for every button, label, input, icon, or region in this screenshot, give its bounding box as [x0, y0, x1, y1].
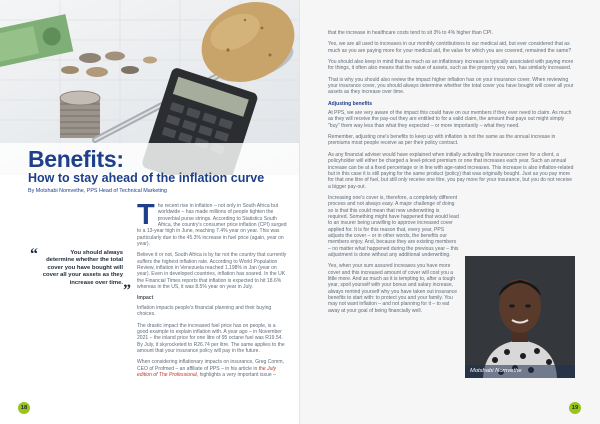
quote-close-icon: ” [123, 282, 131, 299]
pull-quote-text: You should always determine whether the total cover you have bought will cover all your assets as they increase over time. [42, 250, 123, 286]
title-block [0, 143, 300, 189]
section-heading-impact: Impact [137, 295, 154, 302]
photo-caption: Motshabi Nomvethe [465, 365, 575, 378]
paragraph: At PPS, we are very aware of the impact this could have on our members if they ever need to claim. As much as they will receive the pay-out they are entitled to for a valid claim, the amount that pays out might simply "buy" them way less than what they expected – or more importantly – what they need. [328, 110, 572, 129]
paragraph: You should also keep in mind that as much as an inflationary increase is typically associated with paying more for things, it often also means that the value of assets, such as the property you own, has similarly increased. [328, 59, 574, 72]
author-photo [465, 256, 575, 378]
page-number-left: 18 [18, 402, 30, 414]
paragraph: that the increase in healthcare costs tend to sit 3% to 4% higher than CPI. [328, 30, 493, 36]
coins [61, 52, 157, 78]
article-subtitle: How to stay ahead of the inflation curve [28, 171, 265, 185]
quote-open-icon: “ [30, 246, 38, 263]
section-heading-adjusting: Adjusting benefits [328, 100, 373, 107]
paragraph: As any financial adviser would have explained when initially activating life insurance cover for a client, a policyholder will either be charged a level-priced premium or one that increases each year. Such an annual increase can be at a fixed percentage or in line with age-rated increases. This increase is also inflation-related but in this case it is still paying for the same product (policy) that was originally bought. Just as you pay more for that one litre of fuel, but still only receive one litre, you pay more for your insurance, but you do not receive a bigger pay-out. [328, 151, 574, 190]
paragraph: Yes, we are all used to increases in our monthly contributions to our medical aid, but ever considered that as much as you are paying more for your medical aid, the value for which you are covered, remained the same? [328, 41, 572, 54]
paragraph-with-link: When considering inflationary impacts on insurance, Greg Comm, CEO of Profmed – an affiliate of PPS – in his article in the July edition of The Professional, highlights a very important issue – [137, 359, 284, 378]
paragraph: Increasing one's cover is, therefore, a completely different process and not always easy. A major challenge of doing so is that this could mean that new underwriting is required. Something might have happened that would lead to an insurer being unwilling to approve increased cover applied for. It is for this reason that, every year, PPS adjusts the cover – or in other words, the benefits our members enjoy. And, because they are existing members – no matter what happened during the previous year – this adjustment is done without any additional underwriting. [328, 194, 459, 258]
paragraph: Inflation impacts people's financial planning and their buying choices. [137, 304, 272, 318]
page-number-right: 19 [569, 402, 581, 414]
byline: By Motshabi Nomvethe, PPS Head of Technical Marketing [28, 188, 167, 194]
left-body-column [137, 199, 287, 383]
article-link[interactable]: the July edition of The Professional [137, 365, 277, 378]
drop-cap: T [137, 199, 155, 231]
paragraph: Yes, when your sum assured increases you have more cover and this increased amount of cover will cost you a little more. And as much as it is tempting to, after a tough year, spoil yourself with your bonus and salary increase, always remind yourself why you have taken out insurance benefits to start with: to protect you and your family. You may not want inflation – and not planning for it – to eat away at your goal of being financially well. [328, 263, 458, 314]
paragraph: Remember, adjusting one's benefits to keep up with inflation is not the same as the annual increase in premiums most people receive as per their policy contract. [328, 134, 556, 147]
portrait-illustration [465, 256, 575, 378]
paragraph: That is why you should also review the impact higher inflation has on your insurance cover. When reviewing your insurance cover, you should always determine whether the total cover you have bought will cover all your assets as they increase over time. [328, 76, 574, 96]
paragraph: Believe it or not, South Africa is by far not the country that currently suffers the highest inflation rate. According to World Population Review, inflation in Venezuela reached 1,198% in Jan (year on year). Even in developed countries, inflation has soared. In the UK the Financial Times reports that inflation is expected to hit 18.6% whereas in the US, it was 8.5% year on year in July. [137, 252, 287, 291]
coin-stack [60, 91, 100, 138]
intro-paragraph: The recent rise in inflation – not only in South Africa but worldwide – has made millions of people tighten the proverbial purse strings. According to Statistics South Africa, the country's consumer price inflation (CPI) surged to a 13-year high in June, reaching 7.4% year on year. This was particularly due to the 45.3% increase in fuel price (again, year on year). [137, 199, 287, 248]
paragraph: The drastic impact the increased fuel price has on people, is a good example to explain inflation with. A year ago – in November 2021 – the inland price for one litre of 95 octane fuel was R19.54. By July, it skyrocketed to R26.74 per litre. The same applies to the amount that your insurance policy will pay in the future. [137, 322, 285, 354]
article-title: Benefits: [28, 146, 124, 172]
